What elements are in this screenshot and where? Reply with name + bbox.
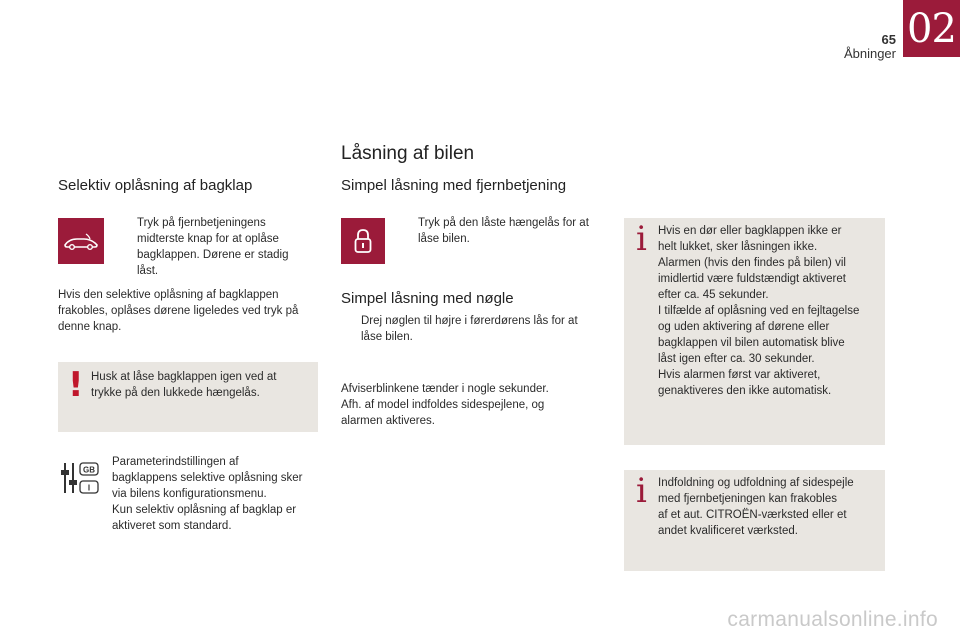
text-line: bagklappen. Dørene er stadig bbox=[137, 249, 289, 261]
text-line: midterste knap for at oplåse bbox=[137, 233, 279, 245]
watermark: carmanualsonline.info bbox=[727, 608, 938, 631]
text-line: Tryk på fjernbetjeningens bbox=[137, 217, 266, 229]
text-line: låse bilen. bbox=[361, 331, 413, 343]
text-line: frakobles, oplåses dørene ligeledes ved tryk på bbox=[58, 305, 299, 317]
text-line: låst. bbox=[137, 265, 159, 277]
text-line: Husk at låse bagklappen igen ved at bbox=[91, 371, 277, 383]
chapter-tab: 02 bbox=[903, 0, 960, 57]
text-line: efter ca. 45 sekunder. bbox=[658, 289, 769, 301]
badge-i: I bbox=[87, 483, 91, 493]
text-line: bagklappens selektive oplåsning sker bbox=[112, 472, 303, 484]
bullet-icon bbox=[117, 215, 137, 279]
text-line: bagklappen vil bilen automatisk blive bbox=[658, 337, 845, 349]
remote-car-icon bbox=[58, 218, 104, 264]
text-line: genaktiveres den ikke automatisk. bbox=[658, 385, 832, 397]
text-line: Hvis en dør eller bagklappen ikke er bbox=[658, 225, 842, 237]
info-icon: i bbox=[636, 219, 647, 259]
text-line: denne knap. bbox=[58, 321, 122, 333]
page-number: 65 bbox=[881, 32, 896, 47]
remote-heading: Simpel låsning med fjernbetjening bbox=[341, 177, 567, 194]
bullet-icon bbox=[398, 215, 418, 247]
info-panel-2 bbox=[624, 470, 885, 571]
settings-sliders-icon bbox=[60, 460, 100, 496]
text-line: helt lukket, sker låsningen ikke. bbox=[658, 241, 818, 253]
text-line: via bilens konfigurationsmenu. bbox=[112, 488, 267, 500]
key-bullet bbox=[341, 313, 611, 345]
section-name: Åbninger bbox=[843, 46, 896, 61]
text-line: Tryk på den låste hængelås for at bbox=[418, 217, 589, 229]
left-paragraph bbox=[58, 287, 323, 335]
text-line: Afh. af model indfoldes sidespejlene, og bbox=[341, 399, 545, 411]
info-icon: i bbox=[636, 471, 647, 511]
text-line: Kun selektiv oplåsning af bagklap er bbox=[112, 504, 297, 516]
info-panel-1 bbox=[624, 218, 885, 445]
text-line: andet kvalificeret værksted. bbox=[658, 525, 798, 537]
text-line: Drej nøglen til højre i førerdørens lås for at bbox=[361, 315, 578, 327]
remote-bullet bbox=[398, 215, 613, 247]
text-line: og uden aktivering af dørene eller bbox=[658, 321, 830, 333]
text-line: låse bilen. bbox=[418, 233, 470, 245]
text-line: aktiveret som standard. bbox=[112, 520, 232, 532]
text-line: trykke på den lukkede hængelås. bbox=[91, 387, 260, 399]
key-heading: Simpel låsning med nøgle bbox=[341, 290, 514, 307]
text-line: Indfoldning og udfoldning af sidespejle bbox=[658, 477, 854, 489]
text-line: alarmen aktiveres. bbox=[341, 415, 435, 427]
left-bullet bbox=[117, 215, 307, 279]
left-heading: Selektiv oplåsning af bagklap bbox=[58, 177, 253, 194]
text-line: Parameterindstillingen af bbox=[112, 456, 239, 468]
badge-gb: GB bbox=[83, 465, 95, 475]
text-line: imidlertid være fuldstændigt aktiveret bbox=[658, 273, 846, 285]
text-line: Alarmen (hvis den findes på bilen) vil bbox=[658, 257, 846, 269]
text-line: I tilfælde af oplåsning ved en fejltagelse bbox=[658, 305, 860, 317]
text-line: låst igen efter ca. 30 sekunder. bbox=[658, 353, 815, 365]
text-line: Hvis den selektive oplåsning af bagklappen bbox=[58, 289, 279, 301]
warning-panel bbox=[58, 362, 318, 432]
settings-note bbox=[112, 454, 327, 534]
text-line: Afviserblinkene tænder i nogle sekunder. bbox=[341, 383, 549, 395]
warning-icon: ! bbox=[68, 365, 84, 405]
text-line: Hvis alarmen først var aktiveret, bbox=[658, 369, 821, 381]
result-paragraph bbox=[341, 381, 611, 429]
text-line: af et aut. CITROËN-værksted eller et bbox=[658, 509, 847, 521]
text-line: med fjernbetjeningen kan frakobles bbox=[658, 493, 838, 505]
page-title: Låsning af bilen bbox=[341, 143, 475, 164]
bullet-icon bbox=[341, 313, 361, 345]
padlock-icon bbox=[341, 218, 385, 264]
